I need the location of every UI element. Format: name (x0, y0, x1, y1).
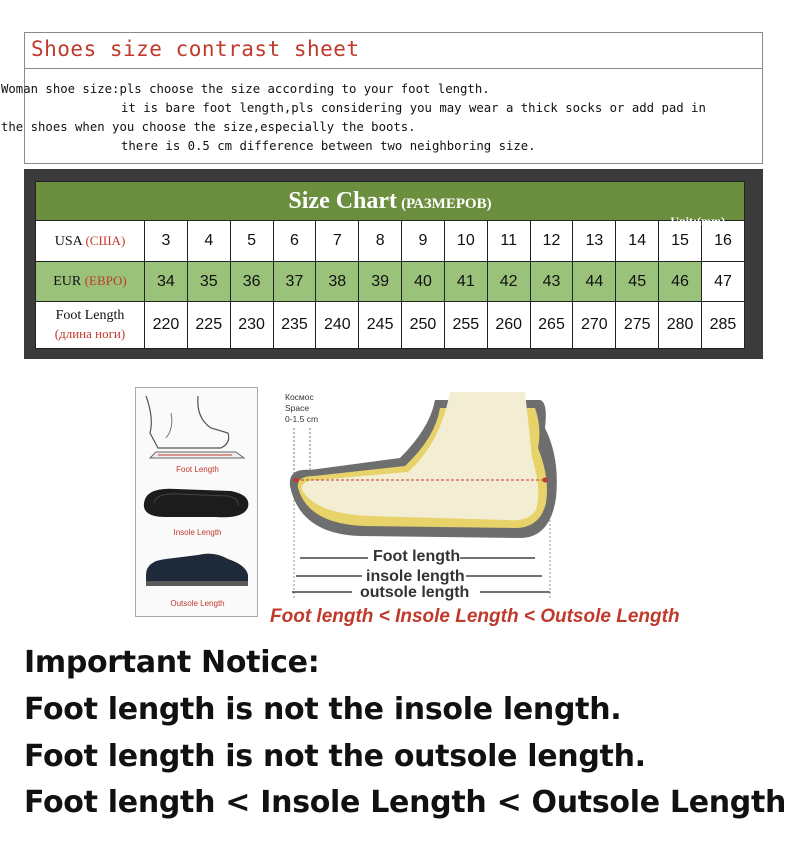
instruction-line: Woman shoe size:pls choose the size according to your foot length. (1, 82, 490, 96)
table-cell: 35 (187, 262, 230, 302)
sheet-title: Shoes size contrast sheet (25, 33, 762, 69)
table-cell: 47 (701, 262, 744, 302)
shoe-icon (136, 543, 257, 593)
foot-measure-icon (136, 388, 257, 463)
table-cell: 41 (444, 262, 487, 302)
table-cell: 8 (359, 221, 402, 262)
table-cell: 11 (487, 221, 530, 262)
chart-title-ru: (РАЗМЕРОВ) (401, 195, 492, 212)
table-cell: 34 (145, 262, 188, 302)
table-cell: 37 (273, 262, 316, 302)
table-cell: 10 (444, 221, 487, 262)
table-cell: 44 (573, 262, 616, 302)
table-cell: 270 (573, 302, 616, 349)
table-row-foot-length (36, 302, 745, 349)
table-cell: 220 (145, 302, 188, 349)
table-cell: 5 (230, 221, 273, 262)
insole-icon (136, 481, 257, 526)
chart-title: Size Chart (288, 187, 398, 214)
unit-label: Unit:(mm) (670, 214, 725, 228)
table-row-usa (36, 221, 745, 262)
table-cell: 42 (487, 262, 530, 302)
chart-title-row (36, 182, 745, 221)
table-cell: 40 (402, 262, 445, 302)
table-cell: 16 (701, 221, 744, 262)
outsole-length-text: outsole length (360, 584, 470, 601)
instruction-line: there is 0.5 cm difference between two neighboring size. (121, 139, 536, 153)
table-cell: 38 (316, 262, 359, 302)
table-cell: 265 (530, 302, 573, 349)
table-cell: 255 (444, 302, 487, 349)
table-cell: 250 (402, 302, 445, 349)
size-chart (24, 169, 763, 359)
table-cell: 245 (359, 302, 402, 349)
table-cell: 9 (402, 221, 445, 262)
outsole-length-label: Outsole Length (170, 599, 225, 608)
table-cell: 285 (701, 302, 744, 349)
table-cell: 225 (187, 302, 230, 349)
foot-length-text: Foot length (373, 548, 461, 565)
notice-line: Foot length is not the insole length. (24, 692, 622, 727)
table-cell: 43 (530, 262, 573, 302)
measurement-panel (135, 387, 258, 617)
foot-length-label: Foot Length (176, 465, 219, 474)
insole-length-text: insole length (366, 568, 465, 585)
table-cell: 230 (230, 302, 273, 349)
instruction-line: the shoes when you choose the size,especially the boots. (1, 120, 416, 134)
table-cell: 15 (659, 221, 702, 262)
table-cell: 36 (230, 262, 273, 302)
table-cell: 3 (145, 221, 188, 262)
length-comparison-caption: Foot length < Insole Length < Outsole Length (270, 606, 680, 627)
table-cell: 240 (316, 302, 359, 349)
space-label: Космос Space 0-1.5 cm (285, 392, 319, 424)
table-cell: 13 (573, 221, 616, 262)
row-header-foot-length: Foot Length (длина ноги) (36, 302, 145, 349)
table-cell: 275 (616, 302, 659, 349)
table-cell: 46 (659, 262, 702, 302)
notice-line: Foot length is not the outsole length. (24, 739, 646, 774)
table-cell: 4 (187, 221, 230, 262)
table-cell: 235 (273, 302, 316, 349)
sheet-instructions (1, 48, 737, 153)
row-header-usa: USA (США) (36, 221, 145, 262)
notice-heading: Important Notice: (24, 645, 320, 680)
table-cell: 6 (273, 221, 316, 262)
table-cell: 280 (659, 302, 702, 349)
table-cell: 14 (616, 221, 659, 262)
table-cell: 45 (616, 262, 659, 302)
notice-line: Foot length < Insole Length < Outsole Length (24, 785, 787, 820)
table-cell: 260 (487, 302, 530, 349)
table-cell: 12 (530, 221, 573, 262)
instruction-line: it is bare foot length,pls considering you may wear a thick socks or add pad in (121, 101, 706, 115)
table-row-eur (36, 262, 745, 302)
size-chart-table (35, 181, 745, 349)
table-cell: 39 (359, 262, 402, 302)
table-cell: 7 (316, 221, 359, 262)
row-header-eur: EUR (ЕВРО) (36, 262, 145, 302)
insole-length-label: Insole Length (173, 528, 222, 537)
